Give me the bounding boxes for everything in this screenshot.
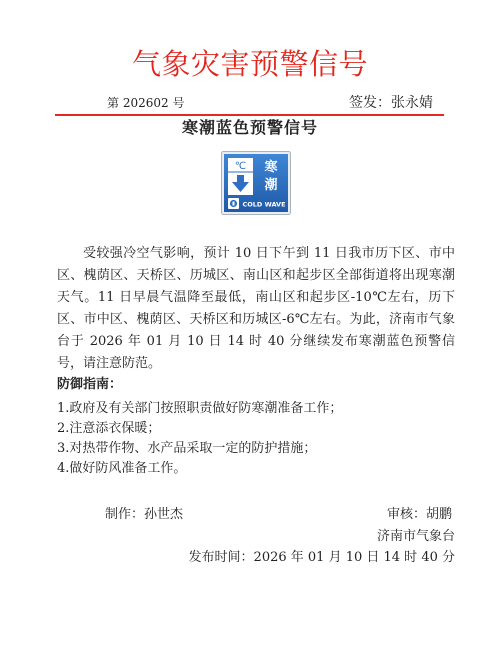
document-body (57, 243, 455, 568)
issuing-office: 济南市气象台 (376, 529, 455, 544)
icon-label-en: COLD WAVE (242, 200, 286, 209)
guide-item: 3.对热带作物、水产品采取一定的防护措施； (57, 441, 317, 456)
guide-heading: 防御指南： (57, 377, 123, 392)
icon-label-cn-2: 潮 (264, 178, 278, 193)
document-title: 气象灾害预警信号 (131, 47, 368, 81)
release-time: 发布时间：2026 年 01 月 10 日 14 时 40 分 (188, 550, 455, 565)
reviewer: 审核：胡鹏 (386, 507, 452, 522)
footer-signatures (57, 505, 455, 525)
producer: 制作：孙世杰 (105, 507, 184, 522)
red-divider-line (55, 114, 444, 116)
guide-item: 4.做好防风准备工作。 (57, 461, 187, 476)
guide-item: 1.政府及有关部门按照职责做好防寒潮准备工作； (57, 401, 343, 416)
warning-paragraph: 受较强冷空气影响，预计 10 日下午到 11 日我市历下区、市中区、槐荫区、天桥区、历城区、南山区和起步区全部街道将出现寒潮天气。11 日早晨气温降至最低，南山区和起步区-10℃左右，历下区、市中区、槐荫区、天桥区和历城区-6℃左右。为此，济南市气象台于 2026 年 01 月 10 日 14 时 40 分继续发布寒潮蓝色预警信号，请注意防范。 (57, 246, 455, 371)
thermometer-panel (228, 158, 253, 195)
guide-list (57, 399, 455, 479)
signer: 签发：张永婧 (349, 95, 433, 111)
celsius-unit: ℃ (234, 161, 247, 172)
guide-item: 2.注意添衣保暖； (57, 421, 161, 436)
document-number: 第 202602 号 (107, 96, 185, 110)
signal-title: 寒潮蓝色预警信号 (181, 118, 318, 137)
emblem-icon (228, 198, 239, 209)
icon-label-cn-1: 寒 (264, 160, 278, 175)
cold-wave-warning-icon (221, 151, 291, 215)
